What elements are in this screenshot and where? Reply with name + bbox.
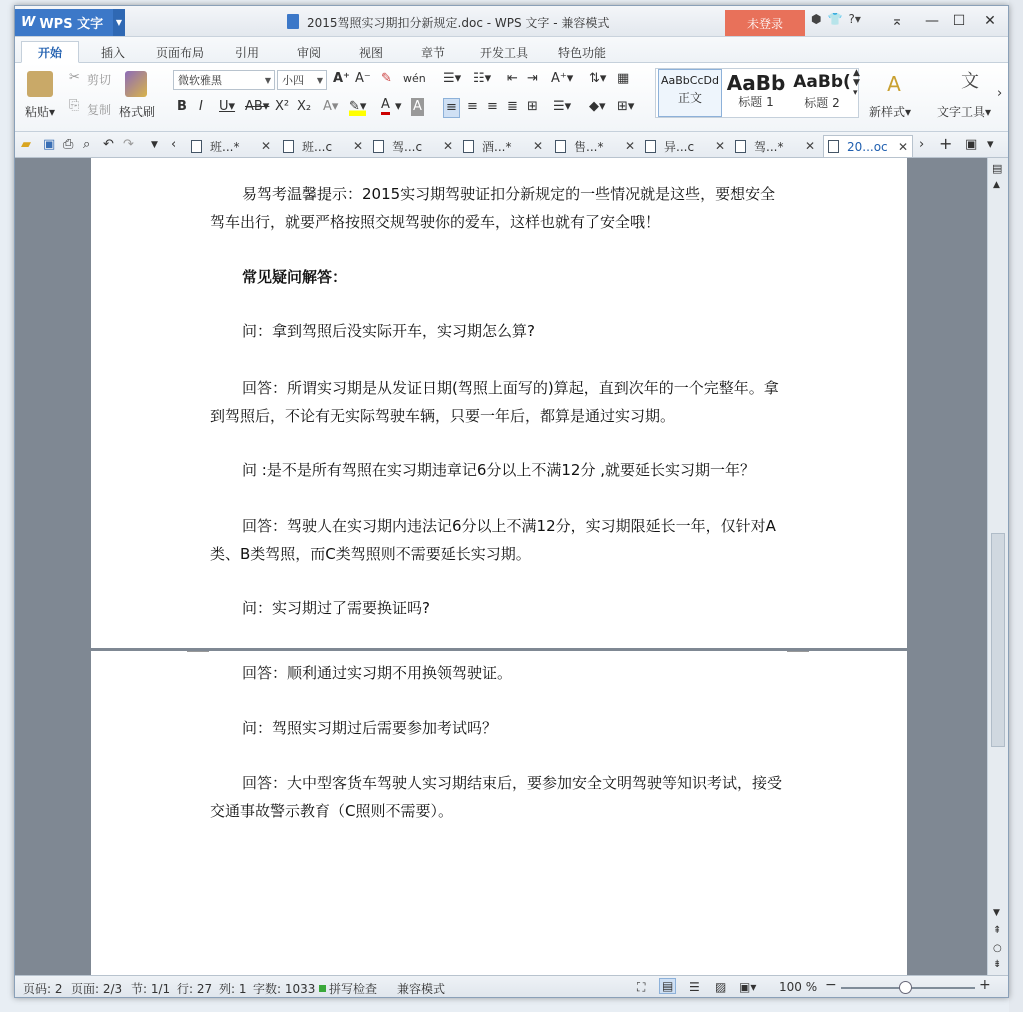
status-row[interactable]: 行: 27: [177, 982, 213, 996]
skin-icon[interactable]: ⬢: [811, 12, 822, 26]
shading-icon[interactable]: ◆▾: [589, 99, 606, 114]
paragraph: 问：实习期过了需要换证吗?: [242, 599, 430, 617]
borders-icon[interactable]: ⊞▾: [617, 99, 635, 114]
close-button[interactable]: ✕: [984, 13, 996, 29]
paragraph: 易驾考温馨提示：2015实习期驾驶证扣分新规定的一些情况就是这些，要想安全驾车出行，就要严格按照交规驾驶你的爱车，这样也就有了安全哦！: [210, 185, 776, 231]
font-color-icon[interactable]: A: [381, 98, 390, 115]
zoom-level[interactable]: 100 %: [779, 980, 818, 994]
copy-icon: ⎘: [69, 98, 80, 113]
document-icon: [287, 14, 299, 29]
save-icon[interactable]: ▣: [43, 137, 56, 152]
new-tab-icon[interactable]: +: [939, 134, 953, 153]
status-compat-mode: 兼容模式: [397, 982, 446, 996]
close-icon[interactable]: ✕: [442, 139, 453, 153]
line-spacing-icon[interactable]: ☰▾: [553, 99, 572, 114]
section-heading: 常见疑问解答：: [242, 268, 348, 286]
document-icon: [283, 140, 294, 153]
paragraph: 问：拿到驾照后没实际开车，实习期怎么算?: [242, 322, 535, 340]
doc-tab[interactable]: 酒...* ✕: [463, 135, 543, 157]
minimize-button[interactable]: —: [925, 13, 939, 29]
bold-icon[interactable]: B: [177, 99, 187, 114]
shirt-icon[interactable]: 👕: [827, 12, 843, 26]
strikethrough-icon[interactable]: AB▾: [245, 99, 270, 114]
tab-options-icon[interactable]: ▾: [987, 137, 994, 152]
tab-page-layout[interactable]: 页面布局: [155, 45, 204, 60]
spell-check-status-icon: [319, 985, 326, 992]
style-gallery: [655, 68, 859, 118]
paragraph: 问：驾照实习期过后需要参加考试吗？: [242, 719, 498, 737]
close-icon[interactable]: ✕: [897, 139, 908, 154]
maximize-button[interactable]: ☐: [952, 13, 966, 29]
close-icon[interactable]: ✕: [260, 139, 271, 153]
paragraph: 问 :是不是所有驾照在实习期违章记6分以上不满12分 ,就要延长实习期一年？: [242, 461, 755, 479]
print-icon[interactable]: ⎙: [63, 137, 74, 152]
document-icon: [828, 140, 839, 153]
window-title: 2015驾照实习期扣分新规定.doc - WPS 文字 - 兼容模式: [307, 16, 610, 30]
reading-mode-icon[interactable]: ▣▾: [739, 980, 757, 994]
doc-tab[interactable]: 驾...* ✕: [735, 135, 815, 157]
outline-view-icon[interactable]: ☰: [689, 980, 700, 994]
decrease-indent-icon[interactable]: ⇤: [507, 71, 518, 86]
zoom-out-button[interactable]: −: [825, 977, 837, 993]
text-tools-icon: 文: [961, 71, 979, 92]
doc-tab[interactable]: 异...c ✕: [645, 135, 725, 157]
app-menu-button[interactable]: [15, 9, 125, 36]
title-bar: [15, 6, 1008, 37]
help-button[interactable]: ?▾: [848, 12, 861, 26]
document-tabs-bar: [15, 132, 1008, 158]
margin-mark: [187, 651, 209, 659]
char-shading-icon[interactable]: A: [413, 99, 422, 114]
background-window-edge: [1009, 0, 1023, 1012]
margin-mark: [787, 651, 809, 659]
chevron-down-icon: ▼: [113, 9, 125, 36]
document-icon: [555, 140, 566, 153]
title-toolbar: [811, 12, 861, 26]
tab-scroll-left-icon[interactable]: ‹: [171, 137, 177, 152]
tab-view[interactable]: 视图: [358, 45, 383, 60]
superscript-icon[interactable]: X²: [275, 99, 290, 114]
document-icon: [191, 140, 202, 153]
app-name: WPS 文字: [39, 17, 104, 32]
highlight-icon[interactable]: ✎▾: [349, 99, 367, 114]
full-screen-icon[interactable]: ⛶: [637, 980, 646, 994]
tab-references[interactable]: 引用: [234, 45, 259, 60]
align-left-icon[interactable]: ≡: [443, 98, 460, 118]
paragraph: 回答：大中型客货车驾驶人实习期结束后，要参加安全文明驾驶等知识考试，接受交通事故警示教育（C照则不需要）。: [210, 774, 783, 820]
copy-button[interactable]: 复制: [87, 103, 112, 117]
document-icon: [463, 140, 474, 153]
next-page-icon[interactable]: ⇟: [993, 959, 1002, 970]
tab-list-icon[interactable]: ▣: [965, 137, 978, 152]
scroll-up-icon[interactable]: ▲: [993, 180, 1000, 190]
tab-scroll-right-icon[interactable]: ›: [919, 137, 925, 152]
align-right-icon[interactable]: ≡: [487, 99, 498, 114]
phonetic-guide-icon[interactable]: wén: [403, 72, 426, 85]
split-view-icon[interactable]: ▤: [992, 162, 1003, 175]
page-view-icon[interactable]: ▤: [659, 978, 676, 994]
style-heading-1[interactable]: AaBb 标题 1: [726, 71, 786, 109]
close-icon[interactable]: ✕: [714, 139, 725, 153]
wps-window: [14, 5, 1009, 998]
page-2[interactable]: [91, 651, 907, 975]
page-1[interactable]: [91, 158, 907, 648]
format-painter-icon: [125, 71, 147, 97]
text-tools-button[interactable]: 文字工具▾: [937, 105, 992, 119]
grow-font-icon[interactable]: A⁺: [333, 71, 350, 86]
paragraph: 回答：驾驶人在实习期内违法记6分以上不满12分，实习期限延长一年，仅针对A类、B类驾照，而C类驾照则不需要延长实习期。: [210, 517, 776, 563]
close-icon[interactable]: ✕: [804, 139, 815, 153]
close-icon[interactable]: ✕: [624, 139, 635, 153]
status-bar: [15, 975, 1008, 998]
paragraph: 回答：顺利通过实习期不用换领驾驶证。: [242, 664, 513, 682]
new-style-icon: A: [887, 72, 901, 96]
scroll-down-icon[interactable]: ▼: [993, 908, 1000, 918]
align-center-icon[interactable]: ≡: [467, 99, 478, 114]
style-heading-2[interactable]: AaBb( 标题 2: [793, 72, 851, 110]
clear-format-icon[interactable]: ✎: [381, 71, 392, 86]
bullet-list-icon[interactable]: ☰▾: [443, 71, 462, 86]
ribbon-more-icon[interactable]: ›: [997, 86, 1003, 101]
doc-tab-active[interactable]: 20...oc ✕: [823, 135, 913, 157]
shrink-font-icon[interactable]: A⁻: [355, 71, 371, 86]
tab-chapter[interactable]: 章节: [420, 45, 445, 60]
doc-tab[interactable]: 班...* ✕: [191, 135, 271, 157]
document-icon: [735, 140, 746, 153]
cut-button[interactable]: 剪切: [87, 73, 112, 87]
web-view-icon[interactable]: ▨: [715, 980, 727, 994]
status-page-code[interactable]: 页码: 2: [23, 982, 63, 996]
style-normal[interactable]: AaBbCcDd 正文: [658, 69, 722, 117]
table-icon[interactable]: ▦: [617, 71, 630, 86]
distribute-icon[interactable]: ⊞: [527, 99, 538, 114]
font-name-select[interactable]: 微软雅黑 ▼: [173, 70, 275, 90]
zoom-slider-handle[interactable]: [899, 981, 912, 994]
previous-page-icon[interactable]: ⇞: [993, 925, 1002, 936]
paste-button[interactable]: 粘贴▾: [25, 105, 56, 119]
style-scroll-icon[interactable]: ▲ ▼ ▾: [853, 68, 860, 98]
subscript-icon[interactable]: X₂: [297, 99, 312, 114]
underline-icon[interactable]: U▾: [219, 99, 236, 114]
tab-special-features[interactable]: 特色功能: [557, 45, 606, 60]
print-preview-icon[interactable]: ⌕: [83, 137, 91, 152]
ribbon-tabs: [15, 37, 1008, 63]
format-painter-button[interactable]: 格式刷: [119, 105, 156, 119]
numbered-list-icon[interactable]: ☷▾: [473, 71, 492, 86]
status-word-count[interactable]: 字数: 1033: [253, 982, 316, 996]
undo-icon[interactable]: ↶: [103, 137, 114, 152]
italic-icon[interactable]: I: [199, 99, 203, 114]
doc-tab[interactable]: 售...* ✕: [555, 135, 635, 157]
document-icon: [373, 140, 384, 153]
chevron-down-icon: ▼: [264, 75, 271, 85]
ribbon-home: [15, 63, 1008, 132]
text-direction-icon[interactable]: A⁺▾: [551, 71, 574, 86]
zoom-in-button[interactable]: +: [979, 977, 991, 993]
justify-icon[interactable]: ≣: [507, 99, 518, 114]
text-effect-icon[interactable]: A▾: [323, 99, 339, 114]
status-col[interactable]: 列: 1: [219, 982, 247, 996]
login-button[interactable]: 未登录: [725, 10, 805, 36]
tab-home[interactable]: 开始: [21, 41, 79, 63]
tab-review[interactable]: 审阅: [296, 45, 321, 60]
spell-check-button[interactable]: 拼写检查: [329, 982, 378, 996]
scissors-icon: ✂: [69, 70, 80, 85]
paste-icon[interactable]: [27, 71, 53, 97]
collapse-ribbon-button[interactable]: ⌅: [891, 13, 903, 29]
font-size-select[interactable]: 小四 ▼: [277, 70, 327, 90]
sort-icon[interactable]: ⇅▾: [589, 71, 607, 86]
document-workspace: [15, 158, 987, 975]
tab-insert[interactable]: 插入: [100, 45, 125, 60]
document-icon: [645, 140, 656, 153]
chevron-down-icon[interactable]: ▾: [395, 99, 402, 114]
paragraph: 回答：所谓实习期是从发证日期(驾照上面写的)算起，直到次年的一个完整年。拿到驾照后，不论有无实际驾驶车辆，只要一年后，都算是通过实习期。: [210, 379, 779, 425]
close-icon[interactable]: ✕: [532, 139, 543, 153]
close-icon[interactable]: ✕: [352, 139, 363, 153]
status-section[interactable]: 节: 1/1: [131, 982, 171, 996]
wps-logo-icon: W: [21, 15, 36, 30]
increase-indent-icon[interactable]: ⇥: [527, 71, 538, 86]
vertical-scrollbar[interactable]: [987, 158, 1008, 975]
chevron-down-icon: ▼: [316, 75, 323, 85]
doc-tab[interactable]: 驾...c ✕: [373, 135, 453, 157]
status-page[interactable]: 页面: 2/3: [71, 982, 123, 996]
tab-developer[interactable]: 开发工具: [479, 45, 528, 60]
new-style-button[interactable]: 新样式▾: [869, 105, 912, 119]
doc-tab[interactable]: 班...c ✕: [283, 135, 363, 157]
open-folder-icon[interactable]: ▰: [21, 137, 31, 152]
scroll-thumb[interactable]: [991, 533, 1005, 747]
quick-access-menu-icon[interactable]: ▼: [151, 140, 158, 150]
redo-icon[interactable]: ↷: [123, 137, 134, 152]
browse-object-icon[interactable]: ○: [993, 943, 1002, 954]
